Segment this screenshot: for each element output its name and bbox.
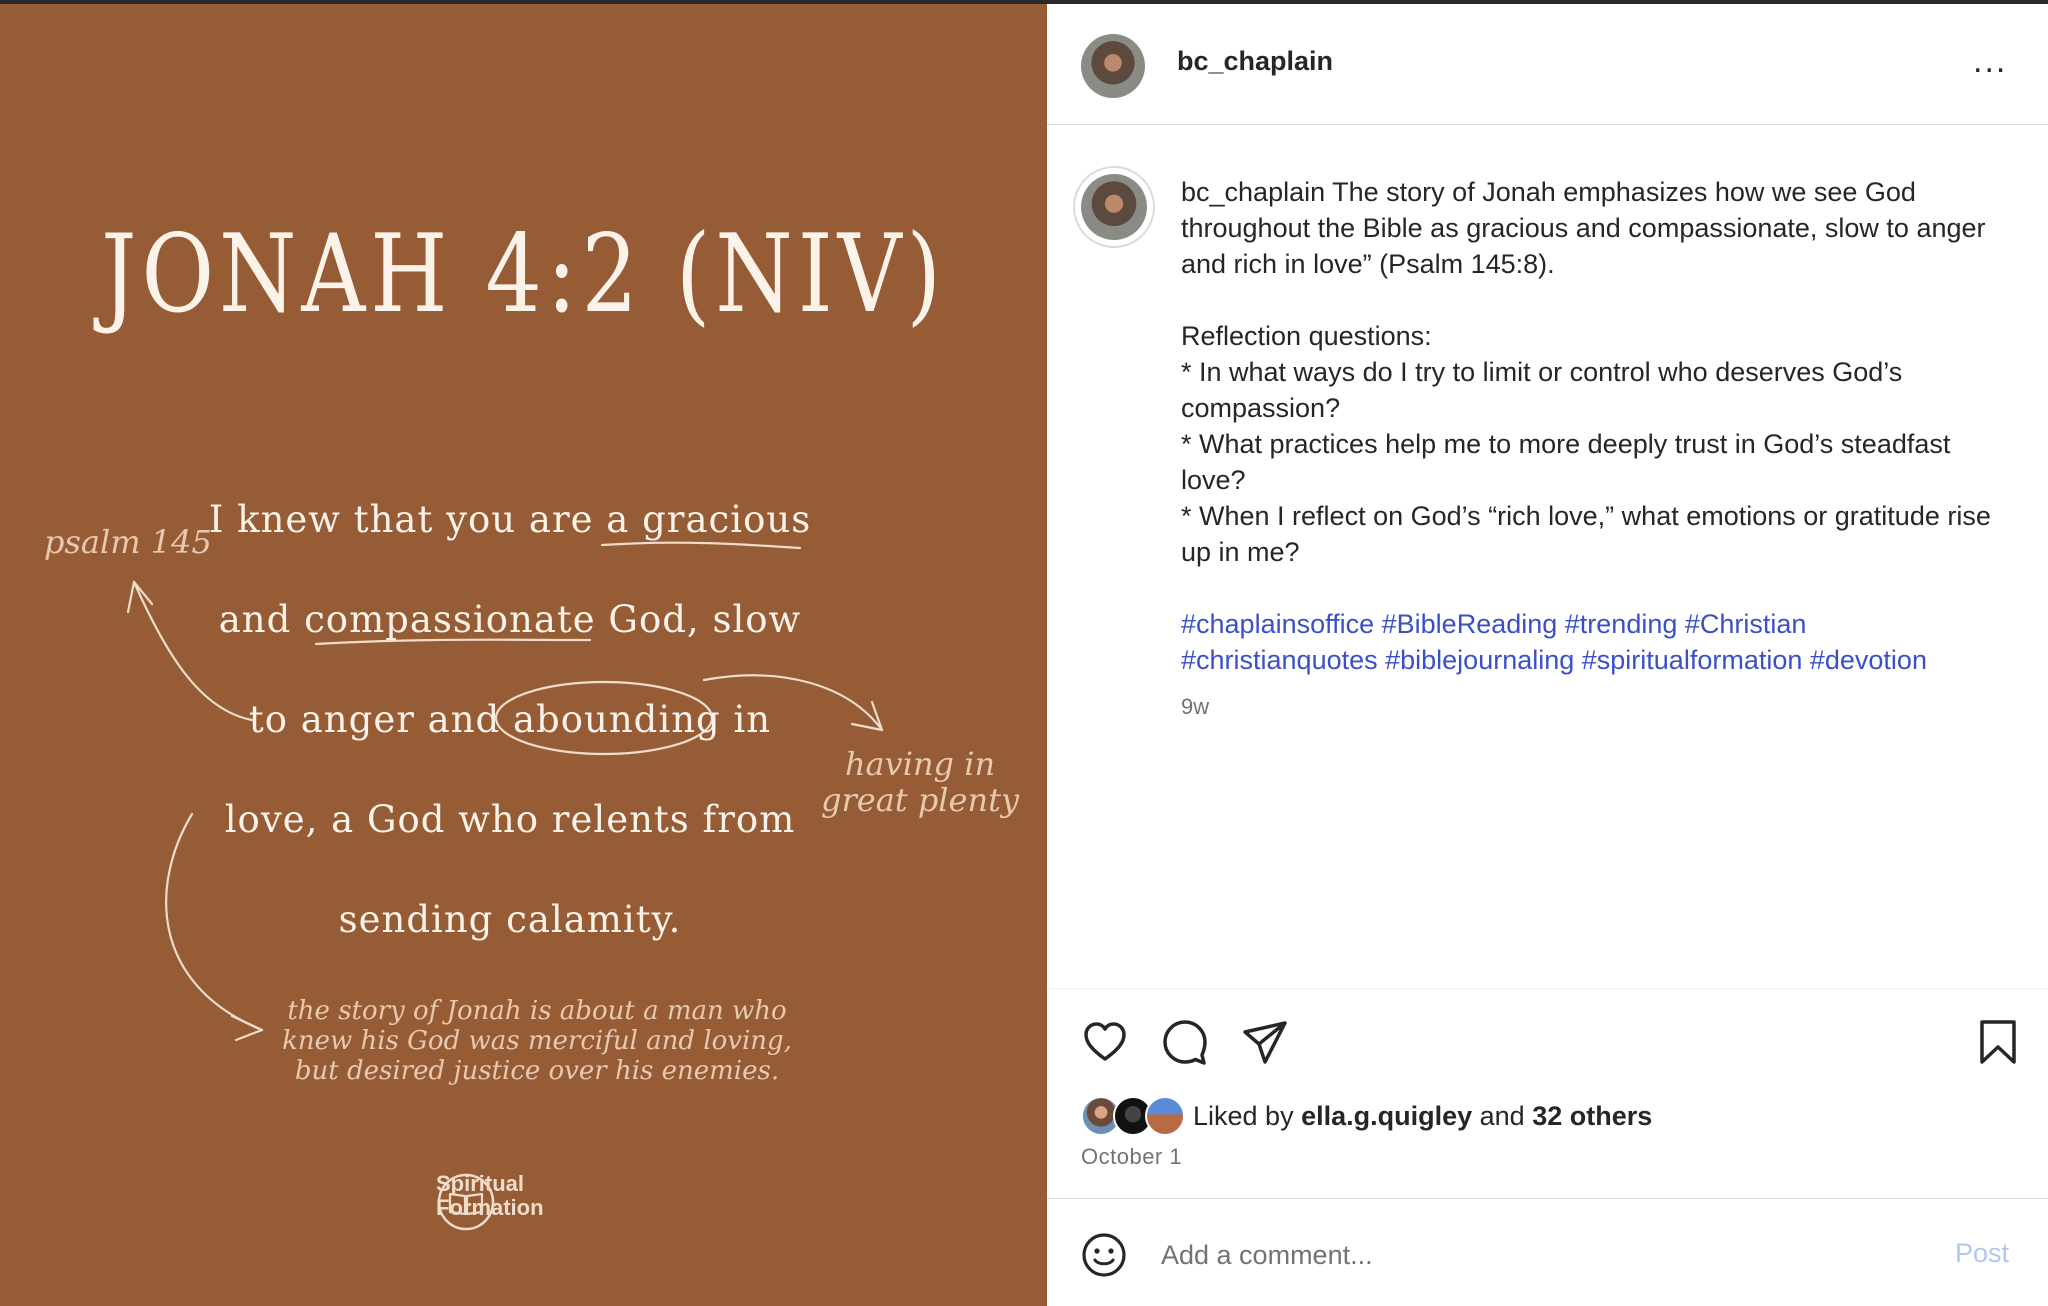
story-line-3: but desired justice over his enemies.: [294, 1056, 780, 1086]
comment-input[interactable]: [1159, 1232, 1863, 1278]
post-header: [1047, 4, 2048, 125]
note-psalm-145: psalm 145: [44, 523, 212, 561]
brand-line-1: Spiritual: [436, 1171, 525, 1196]
liker-avatar-3[interactable]: [1145, 1096, 1185, 1136]
actions-divider: [1047, 988, 2048, 989]
likes-summary[interactable]: [1081, 1096, 1652, 1136]
header-username[interactable]: bc_chaplain: [1177, 46, 1334, 76]
verse-line-2: and compassionate God, slow: [218, 598, 802, 641]
caption-main: [1181, 174, 2021, 282]
heart-icon[interactable]: [1081, 1018, 1129, 1066]
image-annotations: [0, 4, 1047, 1306]
story-line-2: knew his God was merciful and loving,: [282, 1026, 792, 1056]
hashtags-line-2[interactable]: #christianquotes #biblejournaling #spiritualformation #devotion: [1181, 645, 1927, 675]
more-options-icon[interactable]: ...: [1973, 42, 2008, 80]
caption-avatar[interactable]: [1081, 174, 1147, 240]
post-date[interactable]: October 1: [1081, 1144, 1183, 1169]
brand-line-2: Formation: [436, 1195, 544, 1220]
verse-line-4: love, a God who relents from: [224, 798, 796, 841]
story-note: [270, 996, 804, 1086]
bookmark-icon[interactable]: [1975, 1018, 2021, 1066]
likes-text: [1193, 1101, 1652, 1132]
note-right-line-1: having in: [844, 745, 996, 783]
verse-line-5: sending calamity.: [338, 898, 682, 941]
verse-line-1: I knew that you are a gracious: [208, 498, 812, 541]
comment-divider: [1047, 1198, 2048, 1199]
likes-mid: and: [1472, 1100, 1533, 1131]
verse-line-3: to anger and abounding in: [248, 698, 772, 741]
reflection-q3: * When I reflect on God’s “rich love,” what emotions or gratitude rise up in me?: [1181, 501, 1991, 567]
post-image[interactable]: [0, 4, 1047, 1306]
story-line-1: the story of Jonah is about a man who: [287, 996, 787, 1026]
reflection-q2: * What practices help me to more deeply trust in God’s steadfast love?: [1181, 429, 1951, 495]
post-age[interactable]: 9w: [1181, 694, 1210, 719]
avatar[interactable]: [1081, 34, 1145, 98]
spiritual-formation-logo: [436, 1172, 544, 1220]
liker-username[interactable]: ella.g.quigley: [1301, 1100, 1473, 1131]
caption-text: The story of Jonah emphasizes how we see God throughout the Bible as gracious and compassionate, slow to anger and rich in love” (Psalm 145:8).: [1181, 177, 1986, 279]
caption-username[interactable]: bc_chaplain: [1181, 177, 1326, 207]
post-panel: [1047, 4, 2048, 1306]
likes-prefix: Liked by: [1193, 1100, 1302, 1131]
book-icon: [436, 1172, 496, 1232]
note-having-in-great-plenty: [810, 746, 1030, 818]
underline-gracious: [602, 543, 800, 548]
comment-icon[interactable]: [1161, 1018, 1209, 1066]
reflection-heading: Reflection questions:: [1181, 321, 1432, 351]
reflection-q1: * In what ways do I try to limit or control who deserves God’s compassion?: [1181, 357, 1903, 423]
caption: [1181, 174, 2021, 678]
note-right-line-2: great plenty: [820, 781, 1020, 819]
image-title: JONAH 4:2 (NIV): [101, 212, 946, 337]
hashtags-line-1[interactable]: #chaplainsoffice #BibleReading #trending #Christian: [1181, 609, 1807, 639]
emoji-icon[interactable]: [1081, 1232, 1127, 1278]
likes-others[interactable]: 32 others: [1532, 1100, 1653, 1131]
share-icon[interactable]: [1241, 1018, 1289, 1066]
post-comment-button[interactable]: Post: [1955, 1238, 2010, 1268]
